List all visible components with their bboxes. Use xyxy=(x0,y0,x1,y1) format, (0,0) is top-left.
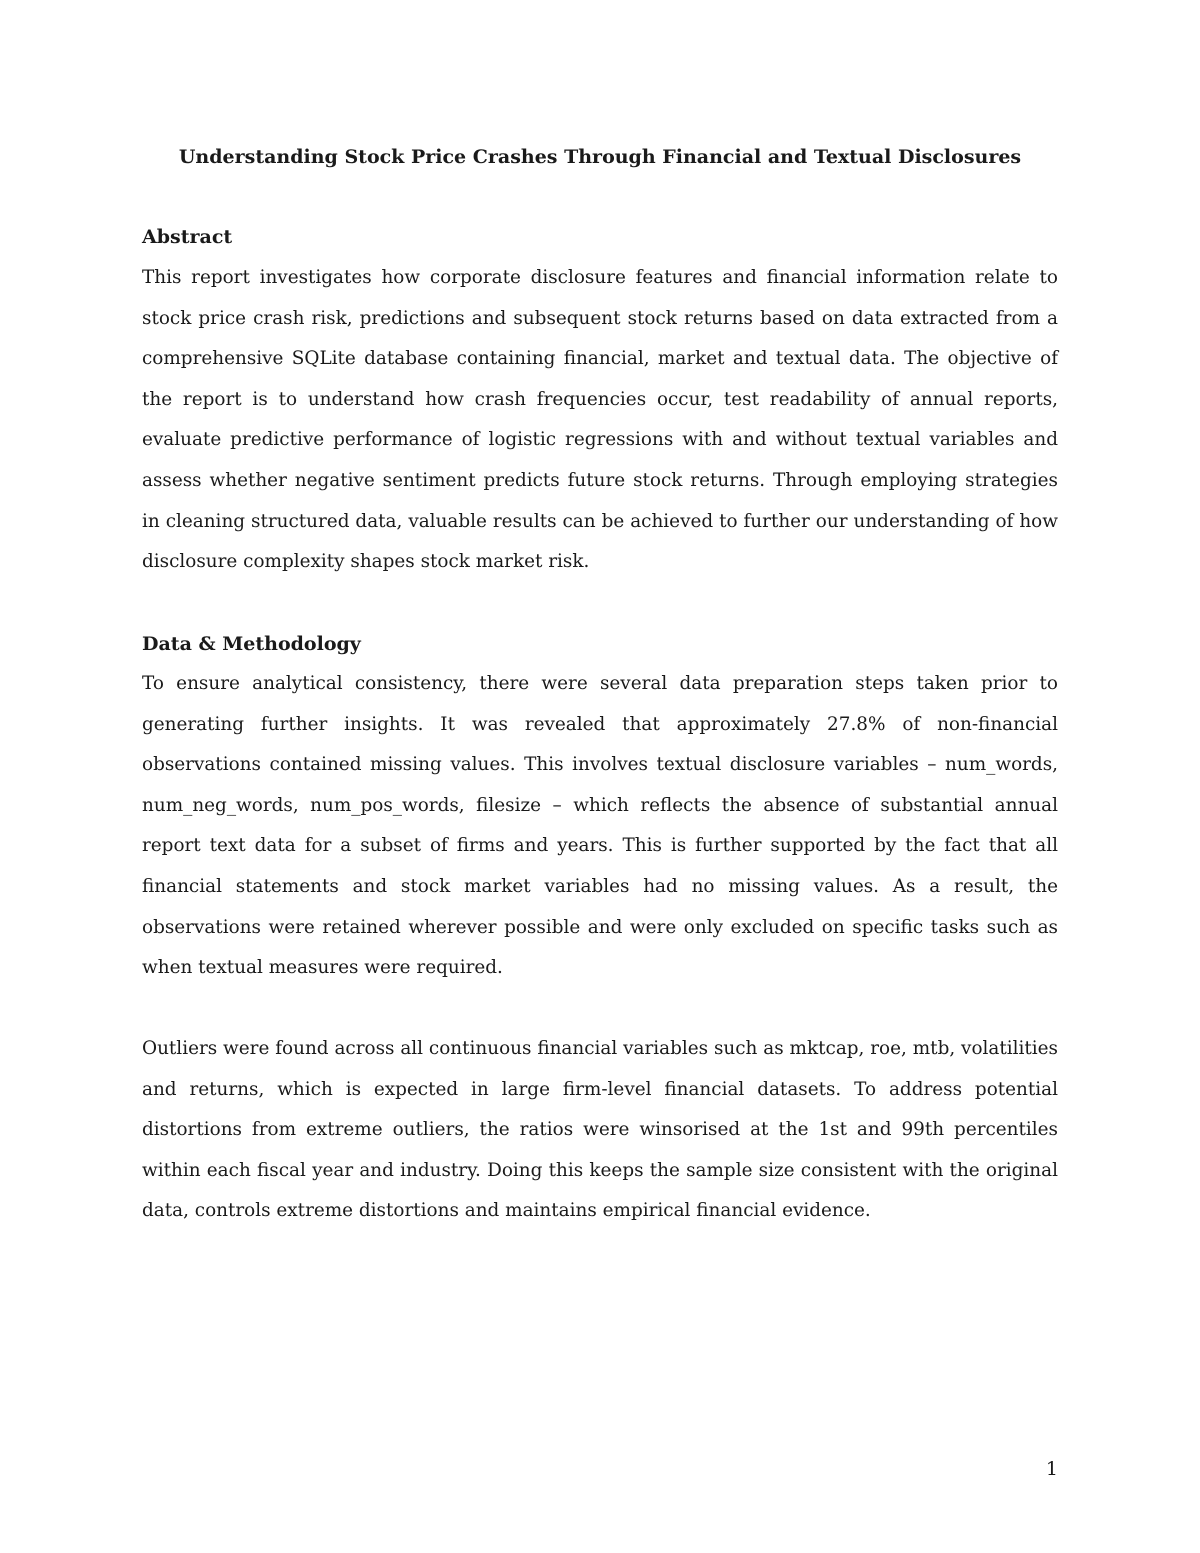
document-title: Understanding Stock Price Crashes Through Financial and Textual Disclosures xyxy=(178,146,1022,168)
methodology-paragraph-1: To ensure analytical consistency, there were several data preparation steps taken prior to generating further insights. It was revealed that approximately 27.8% of non-financial observations contained missing values. This involves textual disclosure variables – num_words, num_neg_words, num_pos_words, filesize – which reflects the absence of substantial annual report text data for a subset of firms and years. This is further supported by the fact that all financial statements and stock market variables had no missing values. As a result, the observations were retained wherever possible and were only excluded on specific tasks such as when textual measures were required. xyxy=(142,673,1058,979)
section-heading-data-methodology: Data & Methodology xyxy=(142,633,361,655)
abstract-paragraph: This report investigates how corporate disclosure features and financial information relate to stock price crash risk, predictions and subsequent stock returns based on data extracted from a comprehensive SQLite database containing financial, market and textual data. The objective of the report is to understand how crash frequencies occur, test readability of annual reports, evaluate predictive performance of logistic regressions with and without textual variables and assess whether negative sentiment predicts future stock returns. Through employing strategies in cleaning structured data, valuable results can be achieved to further our understanding of how disclosure complexity shapes stock market risk. xyxy=(142,267,1058,573)
methodology-paragraph-2: Outliers were found across all continuous financial variables such as mktcap, roe, mtb, volatilities and returns, which is expected in large firm-level financial datasets. To address potential distortions from extreme outliers, the ratios were winsorised at the 1st and 99th percentiles within each fiscal year and industry. Doing this keeps the sample size consistent with the original data, controls extreme distortions and maintains empirical financial evidence. xyxy=(142,1038,1058,1222)
page-number: 1 xyxy=(1045,1458,1058,1480)
section-heading-abstract: Abstract xyxy=(142,226,233,248)
